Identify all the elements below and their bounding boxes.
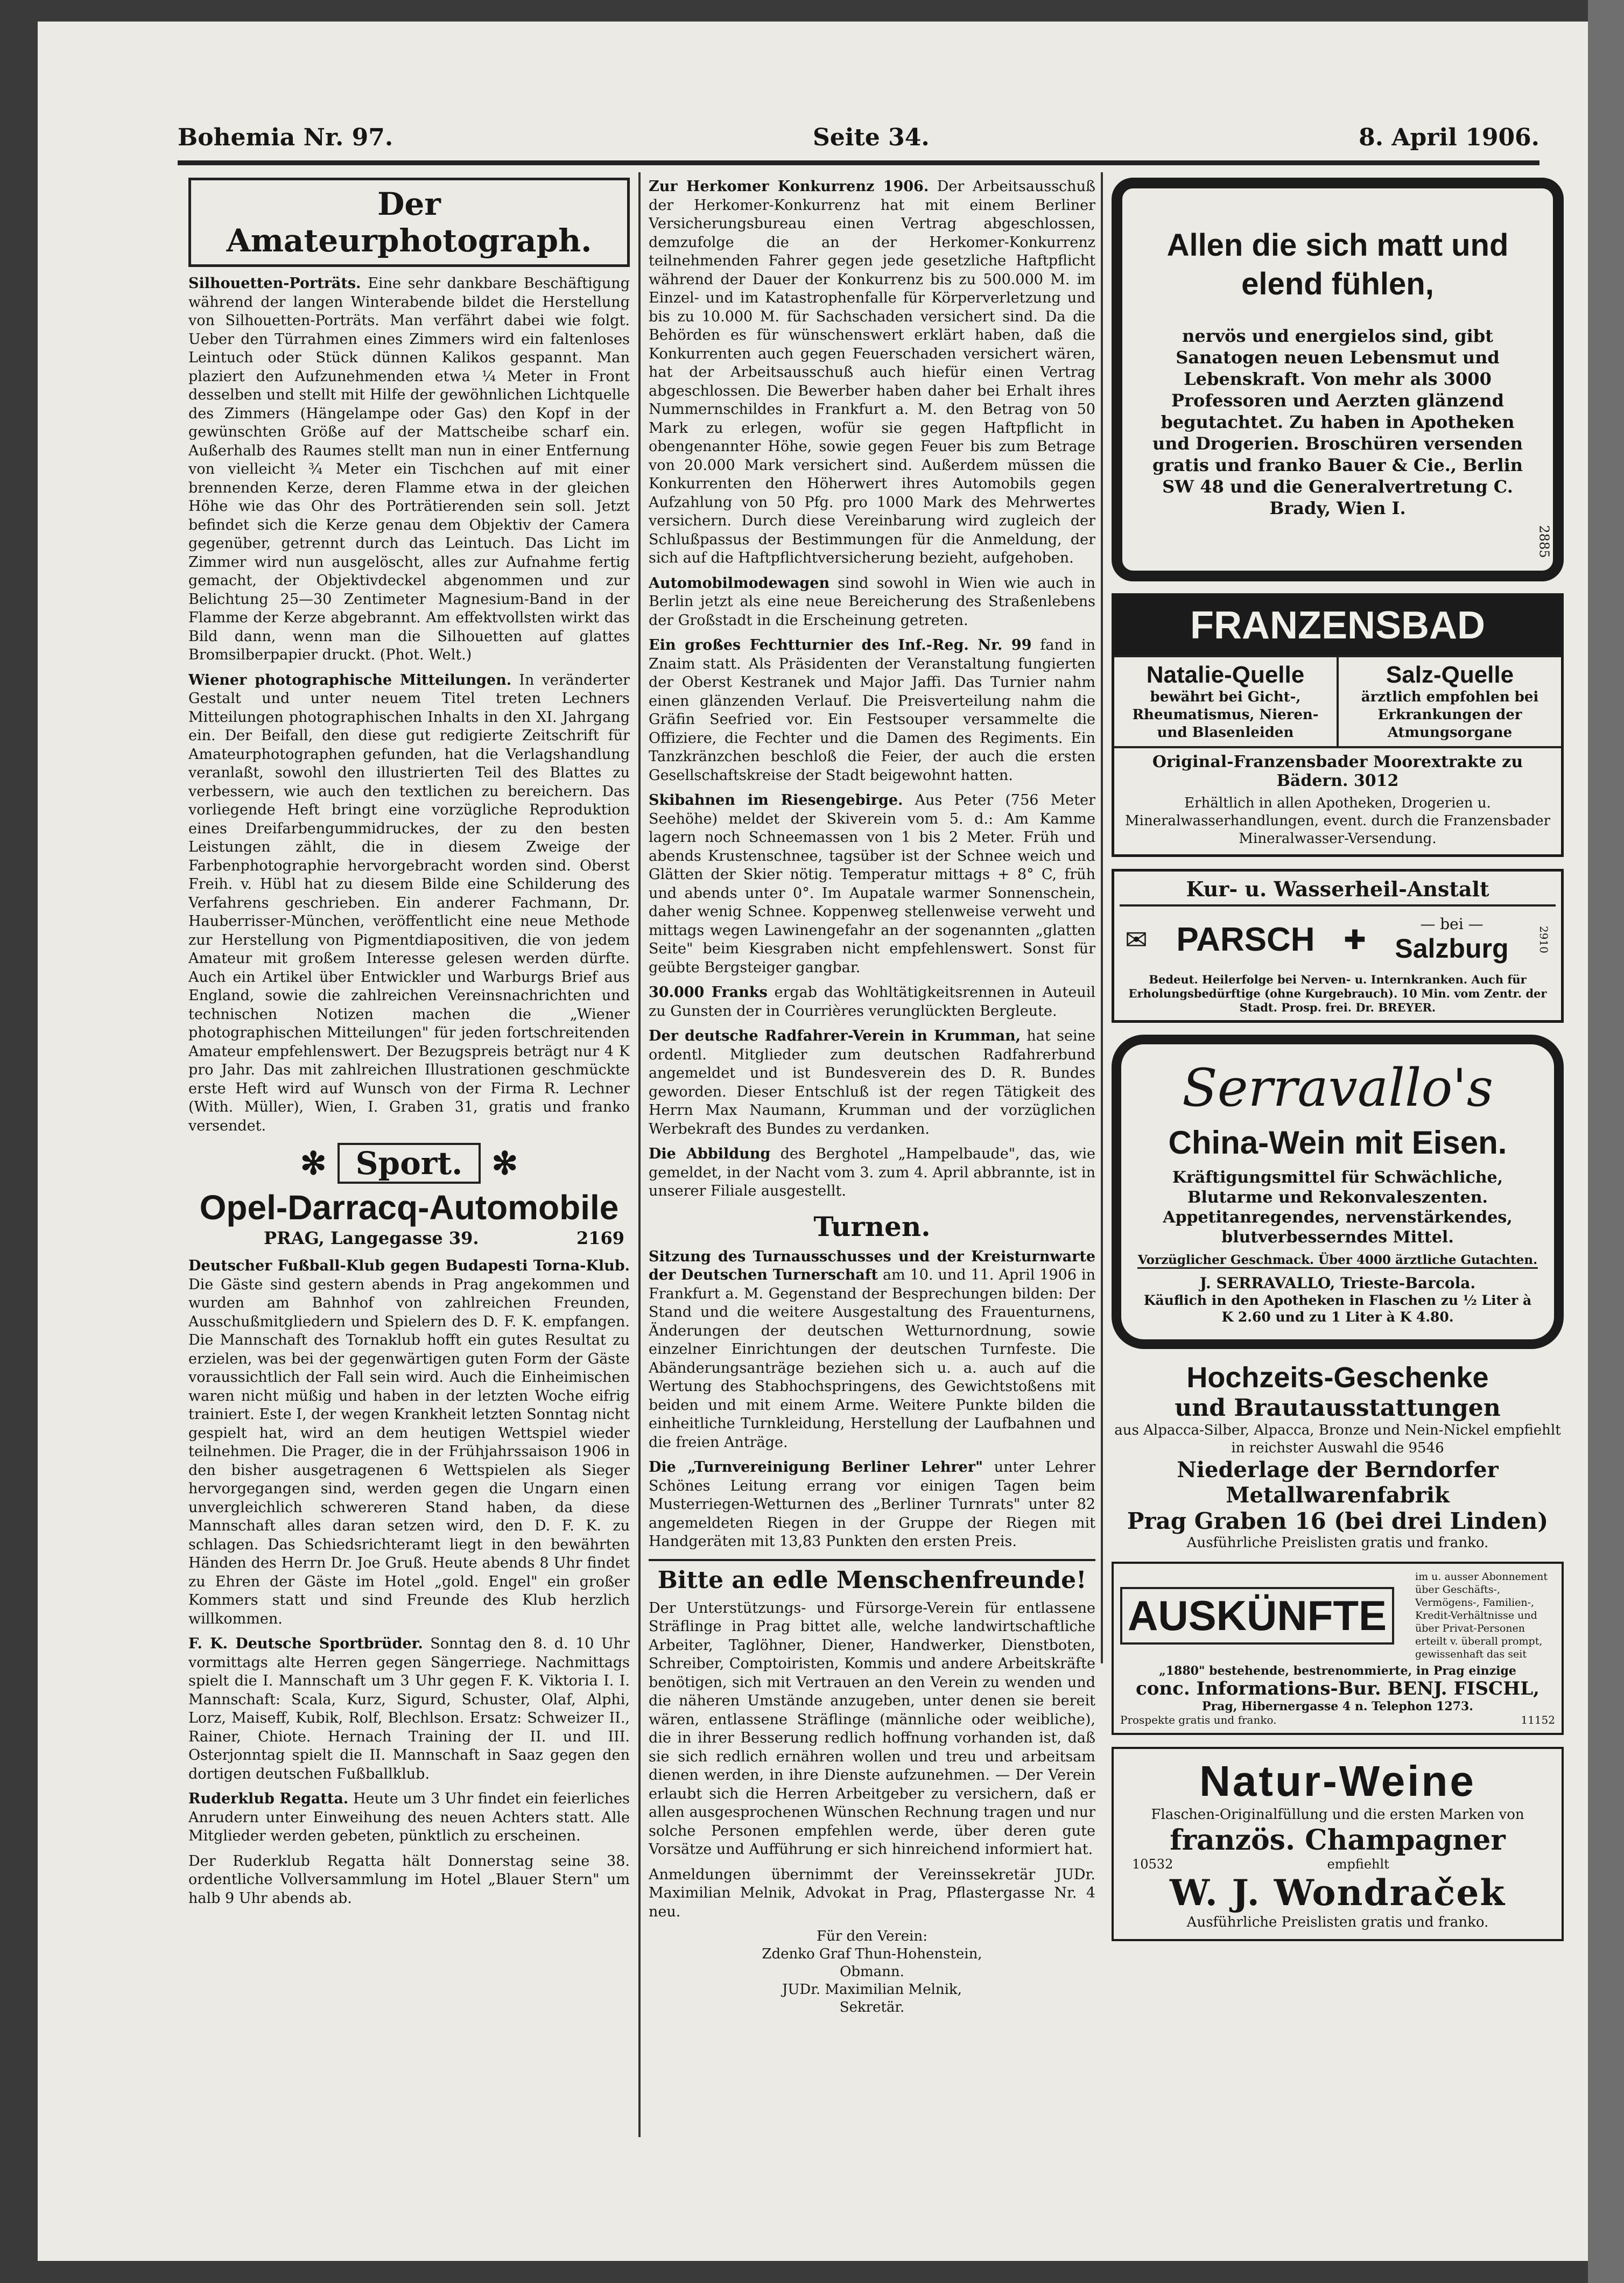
ad-parsch-salzburg: Salzburg: [1395, 933, 1509, 964]
ad-parsch-bei: — bei —: [1420, 915, 1484, 933]
ad-berndorf-firm: Niederlage der Berndorfer Metallwarenfabrik: [1177, 1457, 1499, 1508]
ad-franzensbad-natalie: [1114, 657, 1337, 746]
column-divider-1: [638, 172, 641, 2137]
ad-opel-number: 2169: [576, 1228, 624, 1248]
ad-sanatogen: [1112, 178, 1564, 581]
ad-auskuenfte-address: Prag, Hibernergasse 4 n. Telephon 1273.: [1202, 1699, 1473, 1713]
article-ruderklub-versammlung: Der Ruderklub Regatta hält Donnerstag seine 38. ordentliche Vollversammlung im Hotel „Blauer Stern" um halb 9 Uhr abends ab.: [188, 1852, 630, 1907]
header-date: 8. April 1906.: [1359, 124, 1539, 151]
section-heading-turnen: Turnen.: [813, 1210, 931, 1242]
ad-franzensbad-moor-row: [1114, 746, 1561, 795]
ad-auskuenfte-title: AUSKÜNFTE: [1120, 1587, 1394, 1645]
ad-berndorf-number: 9546: [1408, 1440, 1444, 1456]
article-skibahnen: [649, 791, 1095, 977]
ad-auskuenfte-foot-row: [1120, 1713, 1555, 1726]
ad-auskuenfte-firm: conc. Informations-Bur. BENJ. FISCHL,: [1136, 1678, 1539, 1699]
ad-opel-address: PRAG, Langegasse 39.: [264, 1228, 479, 1248]
ad-auskuenfte-line: „1880" bestehende, bestrenommierte, in Prag einzige: [1159, 1664, 1516, 1678]
column-2: [649, 178, 1095, 2186]
ad-franzensbad-text: Erhältlich in allen Apotheken, Drogerien u. Mineralwasserhandlungen, event. durch die Franzensbader Mineralwasser-Versendung.: [1125, 795, 1550, 847]
article-fussball: [188, 1257, 630, 1628]
ad-serravallo-text: Kräftigungsmittel für Schwächliche, Blutarme und Rekonvaleszenten. Appetitanregendes, nervenstärkendes, blutverbesserndes Mittel.: [1163, 1168, 1513, 1247]
ad-serravallo-brand: Serravallo's: [1182, 1058, 1493, 1118]
ad-parsch-row: [1120, 907, 1556, 973]
article-fechtturnier: [649, 636, 1095, 785]
article-body: fand in Znaim statt. Als Präsidenten der Veranstaltung fungierten der Oberst Kestranek und Major Jaffi. Das Turnier nahm einen glänzenden Verlauf. Die Preisverteilung nahm die Gräfin Seefried vor. Ein Festsouper versammelte die Offiziere, die Fechter und die Damen des Regiments. Ein Tanzkränzchen beschloß die Feier, der auch die ersten Gesellschaftskreise der Stadt beigewohnt hatten.: [649, 637, 1095, 784]
ad-berndorf-title: Hochzeits-Geschenke: [1186, 1361, 1489, 1394]
column-divider-2: [1101, 172, 1103, 1663]
article-title: Ruderklub Regatta.: [188, 1790, 349, 1807]
appeal-registration: Anmeldungen übernimmt der Vereinssekretär JUDr. Maximilian Melnik, Advokat in Prag, Pflastergasse Nr. 4 neu.: [649, 1866, 1095, 1920]
cross-icon: ✚: [1344, 924, 1366, 956]
ad-berndorf-text: aus Alpacca-Silber, Alpacca, Bronze und Nein-Nickel empfiehlt in reichster Auswahl die: [1114, 1422, 1561, 1456]
ad-franzensbad-number: 3012: [1353, 771, 1399, 790]
ad-naturweine-text: Flaschen-Originalfüllung und die ersten Marken von: [1151, 1807, 1524, 1823]
article-title: Deutscher Fußball-Klub gegen Budapesti Torna-Klub.: [188, 1258, 630, 1274]
article-body: des Berghotel „Hampelbaude", das, wie gemeldet, in der Nacht vom 3. zum 4. April abbrannte, ist in unserer Filiale ausgestellt.: [649, 1146, 1095, 1199]
ad-natalie-text: bewährt bei Gicht-, Rheumatismus, Nieren- und Blasenleiden: [1132, 689, 1319, 741]
header-page-number: Seite 34.: [813, 124, 930, 151]
ad-salz-text: ärztlich empfohlen bei Erkrankungen der Atmungsorgane: [1361, 689, 1539, 741]
section-heading-sport: ✻ Sport. ✻: [188, 1145, 630, 1182]
ad-parsch: [1112, 869, 1564, 1023]
ad-parsch-number: 2910: [1537, 926, 1550, 953]
ad-franzensbad-salz: [1337, 657, 1561, 746]
ad-naturweine-number: 10532: [1132, 1857, 1173, 1872]
ad-franzensbad-title: FRANZENSBAD: [1114, 596, 1561, 655]
appeal-signature-1: Zdenko Graf Thun-Hohenstein,: [762, 1946, 982, 1962]
article-body: Eine sehr dankbare Beschäftigung während der langen Winterabende bildet die Herstellung von Silhouetten-Porträts. Man verfährt dabei wie folgt. Ueber den Türrahmen eines Zimmers wird ein faltenloses Leintuch oder Stück dünnen Kalikos gespannt. Man plaziert den Aufzunehmenden etwa ¼ Meter in Front desselben und stellt mit Hilfe der gewöhnlichen Lichtquelle des Zimmers (Hängelampe oder Gas) den Kopf in der gewünschten Größe auf der Mattscheibe scharf ein. Außerhalb des Raumes stellt man nun in einer Entfernung von vielleicht ¾ Meter ein Tischchen auf mit einer brennenden Kerze, deren Flamme etwa in der gleichen Höhe wie das Ohr des Porträtierenden sein soll. Jetzt befindet sich die Kerze genau dem Objektiv der Camera gegenüber, getrennt durch das Leintuch. Das Licht im Zimmer wird nun ausgelöscht, alles zur Aufnahme fertig gemacht, der Objektivdeckel abgenommen und zur Belichtung 25—30 Zentimeter Magnesium-Band in der Flamme der Kerze abgebrannt. Am effektvollsten wirkt das Bild dann, wenn man die Silhouetten auf glattes Bromsilberpapier druckt. (Phot. Welt.): [188, 275, 630, 663]
article-turnausschuss: [649, 1248, 1095, 1452]
appeal-signature-2-role: Sekretär.: [839, 1999, 905, 2015]
article-title: Skibahnen im Riesengebirge.: [649, 792, 903, 809]
article-body: am 10. und 11. April 1906 in Frankfurt a. M. Gegenstand der Besprechungen bilden: Der Stand und die weitere Ausgestaltung des Frauenturnens, Änderungen der deutschen Wetturnordnung, sowie einzelner Einrichtungen der deutschen Turnfeste. Die Abänderungsanträge beziehen sich u. a. auch auf die Wertung des Stabhochspringens, des Gewichtstoßens mit beiden und mit einem Arme. Weitere Punkte bilden die einheitliche Turnkleidung, Herstellung der Laufbahnen und die freien Anträge.: [649, 1267, 1095, 1451]
article-franks: [649, 984, 1095, 1021]
article-title: Wiener photographische Mitteilungen.: [188, 671, 512, 689]
ad-sanatogen-number: 2885: [1536, 525, 1552, 558]
ad-opel-title: Opel-Darracq-Automobile: [199, 1188, 619, 1227]
appeal-heading: Bitte an edle Menschenfreunde!: [657, 1566, 1087, 1594]
appeal-signature-1-role: Obmann.: [840, 1964, 904, 1980]
article-silhouette: [188, 275, 630, 665]
ad-serravallo-small: Vorzüglicher Geschmack. Über 4000 ärztliche Gutachten.: [1137, 1253, 1538, 1269]
article-sportbrueder: [188, 1635, 630, 1783]
ad-auskuenfte: [1112, 1562, 1564, 1735]
article-body: unter Lehrer Schönes Leitung errang vor einigen Tagen beim Musterriegen-Wetturnen des „Berliner Turnrats" unter 82 angemeldeten Riegen in der Gruppe der Riegen mit Handgeräten mit 13,83 Punkten den ersten Preis.: [649, 1459, 1095, 1550]
ad-naturweine-foot: Ausführliche Preislisten gratis und franko.: [1186, 1914, 1489, 1930]
ad-auskuenfte-number: 11152: [1521, 1713, 1555, 1726]
article-radfahrer: [649, 1027, 1095, 1139]
article-title: Zur Herkomer Konkurrenz 1906.: [649, 178, 929, 195]
article-title: Ein großes Fechtturnier des Inf.-Reg. Nr. 99: [649, 637, 1032, 654]
appeal-body: Der Unterstützungs- und Fürsorge-Verein für entlassene Sträflinge in Prag bittet alle, welche landwirtschaftliche Arbeiter, Taglöhner, Diener, Handwerker, Dienstboten, Schreiber, Comptoiristen, Kommis und andere Arbeitskräfte benötigen, sich mit Vertrauen an den Verein zu wenden und die näheren Umstände anzugeben, unter denen sie bereit wären, entlassene Sträflinge (männliche oder weibliche), die in ihrer Besserung redlich hoffnung vorhanden ist, daß sie sich redlich ernähren wollen und treu und arbeitsam dienen werden, in ihre Dienste aufzunehmen. — Der Verein erlaubt sich die Herren Arbeitgeber zu versichern, daß er allen ausgesprochenen Wünschen Rechnung tragen und nur solche Personen empfehlen werde, über deren gute Vorsätze und Aufführung er sich hinreichend informiert hat.: [649, 1599, 1095, 1858]
article-body: In veränderter Gestalt und unter neuem Titel treten Lechners Mitteilungen photographischen Inhalts in den XI. Jahrgang ein. Der Beifall, den diese gut redigierte Zeitschrift für Amateurphotographen gefunden, hat die Verlagshandlung veranlaßt, sowohl den illustrierten Teil des Blattes zu verbessern, wie auch den textlichen zu bereichern. Das vorliegende Heft bringt eine vorzügliche Reproduktion eines Dreifarbengummidruckes, der zu den besten Leistungen zählt, die in diesem Zweige der Farbenphotographie hervorgebracht worden sind. Oberst Freih. v. Hübl hat zu diesem Bilde eine Schilderung des Verfahrens geschrieben. Ein anderer Fachmann, Dr. Hauberrisser-München, veröffentlicht eine neue Methode zur Herstellung von Pigmentdiapositiven, die von jedem Amateur mit großem Interesse gelesen werden dürfte. Auch ein Artikel über Entwickler und Warburgs Brief aus England, sowie die zahlreichen Vereinsnachrichten und technischen Notizen machen die „Wiener photographischen Mitteilungen" für jeden fortschreitenden Amateur empfehlenswert. Der Bezugspreis beträgt nur 4 K pro Jahr. Das mit zahlreichen Illustrationen geschmückte erste Heft wird auf Wunsch von der Firma R. Lechner (With. Müller), Wien, I. Graben 31, gratis und franko versendet.: [188, 671, 630, 1134]
ad-serravallo-title: China-Wein mit Eisen.: [1168, 1125, 1507, 1161]
envelope-icon: ✉: [1125, 924, 1148, 956]
appeal-signature-2: JUDr. Maximilian Melnik,: [782, 1982, 962, 1998]
article-title: Automobilmodewagen: [649, 574, 830, 592]
article-title: Der deutsche Radfahrer-Verein in Krumman,: [649, 1028, 1021, 1044]
ad-sanatogen-title: Allen die sich matt und elend fühlen,: [1166, 228, 1509, 301]
article-automobilmode: [649, 574, 1095, 630]
ad-naturweine-empfiehlt: empfiehlt: [1327, 1857, 1389, 1872]
ad-naturweine-row: [1121, 1857, 1554, 1872]
ad-auskuenfte-foot: Prospekte gratis und franko.: [1120, 1713, 1277, 1726]
article-body: sind sowohl in Wien wie auch in Berlin jetzt als eine neue Bereicherung des Straßenlebens der Großstadt in die Erscheinung getreten.: [649, 574, 1095, 629]
ad-sanatogen-text: nervös und energielos sind, gibt Sanatogen neuen Lebensmut und Lebenskraft. Von mehr als 3000 Professoren und Aerzten glänzend begutachtet. Zu haben in Apotheken und Drogerien. Broschüren versenden gratis und franko Bauer & Cie., Berlin SW 48 und die Generalvertretung C. Brady, Wien I.: [1152, 326, 1523, 518]
article-body: ergab das Wohltätigkeitsrennen in Auteuil zu Gunsten der in Courrières verunglückten Bergleute.: [649, 984, 1095, 1020]
scan-edge: [1588, 0, 1624, 2283]
ad-opel-address-row: [264, 1228, 624, 1248]
divider-line: [649, 1559, 1095, 1561]
section-heading-amateurphotograph: Der Amateurphotograph.: [188, 178, 630, 267]
ad-naturweine-sub: französ. Champagner: [1170, 1824, 1506, 1857]
ad-berndorf-address: Prag Graben 16 (bei drei Linden): [1127, 1508, 1549, 1534]
ad-franzensbad: [1112, 593, 1564, 857]
ad-berndorf: [1112, 1361, 1564, 1552]
article-body: Heute um 3 Uhr findet ein feierliches Anrudern unter Einweihung des neuen Achters statt. Alle Mitglieder werden gebeten, pünktlich zu erscheinen.: [188, 1790, 630, 1844]
ad-parsch-name: PARSCH: [1176, 921, 1315, 958]
sport-heading-text: Sport.: [338, 1143, 481, 1184]
appeal-signature-for: Für den Verein:: [817, 1928, 927, 1944]
ad-auskuenfte-top: [1120, 1570, 1555, 1661]
article-wiener-mitteilungen: [188, 671, 630, 1136]
article-title: Die Abbildung: [649, 1146, 771, 1162]
ad-salz-title: Salz-Quelle: [1386, 662, 1514, 688]
ad-franzensbad-springs: [1114, 655, 1561, 746]
ad-serravallo-price: Käuflich in den Apotheken in Flaschen zu ½ Liter à K 2.60 und zu 1 Liter à K 4.80.: [1143, 1292, 1532, 1325]
header-paper-name: Bohemia Nr. 97.: [178, 124, 393, 151]
article-body: Der Arbeitsausschuß der Herkomer-Konkurrenz hat mit einem Berliner Versicherungsbureau einen Vertrag abgeschlossen, demzufolge die an der Herkomer-Konkurrenz teilnehmenden Fahrer gegen jede gesetzliche Haftpflicht während der Dauer der Konkurrenz bis zu 500.000 M. im Einzel- und im Katastrophenfalle für Körperverletzung und bis zu 10.000 M. für Sachschaden versichert sind. Da die Behörden es für wünschenswert erklärt haben, daß die Konkurrenten auch gegen Feuerschaden versichert wären, hat der Arbeitsausschuß auch hiefür einen Vertrag abgeschlossen. Die Bewerber haben daher bei Erhalt ihres Nummernschildes in Frankfurt a. M. den Betrag von 50 Mark zu erlegen, wofür sie gegen Haftpflicht in obengenannter Höhe, sowie gegen Feuer bis zum Betrage von 20.000 Mark versichert sind. Außerdem müssen die Konkurrenten den Höherwert ihres Automobils gegen Aufzahlung von 50 Pfg. pro 1000 Mark des Mehrwertes versichern. Durch diese Vereinbarung wird zugleich der Schlußpassus der Bestimmungen für die Anmeldung, der sich auf die Haftpflichtversicherung bezieht, aufgehoben.: [649, 178, 1095, 566]
article-body: Sonntag den 8. d. 10 Uhr vormittags alte Herren gegen Sängerriege. Nachmittags spielt die I. Mannschaft um 3 Uhr gegen F. K. Viktoria I. I. Mannschaft: Scala, Kurz, Sigurd, Schuster, Olaf, Alphi, Lorz, Maiseff, Kubik, Rolf, Blechlson. Ersatz: Schweizer II., Rainer, Chiote. Hernach Training der II. und III. Osterjonntag spielt die II. Mannschaft in Saaz gegen den dortigen deutschen Fußballklub.: [188, 1635, 630, 1782]
ad-berndorf-sub: und Brautausstattungen: [1175, 1394, 1501, 1422]
article-title: 30.000 Franks: [649, 984, 768, 1001]
article-title: F. K. Deutsche Sportbrüder.: [188, 1635, 423, 1652]
ad-natalie-title: Natalie-Quelle: [1146, 662, 1305, 688]
column-3-ads: [1112, 178, 1564, 2186]
ad-parsch-title: Kur- u. Wasserheil-Anstalt: [1120, 877, 1556, 907]
article-body: Die Gäste sind gestern abends in Prag angekommen und wurden am Bahnhof von zahlreichen Freunden, Ausschußmitgliedern und Spielern des D. F. K. empfangen. Die Mannschaft des Tornaklub hofft ein gutes Resultat zu erzielen, was bei der gegenwärtigen guten Form der Gäste voraussichtlich der Fall sein wird. Auch die Einheimischen waren nicht müßig und haben in der letzten Woche eifrig trainiert. Este I, der wegen Krankheit letzten Sonntag nicht gespielt hat, wird an dem heutigen Wettspiel wieder teilnehmen. Die Prager, die in der Frühjahrssaison 1906 in den bisher ausgetragenen 6 Wettspielen als Sieger hervorgegangen sind, werden gegen die Ungarn einen unvergleichlich schwereren Stand haben, da diese Mannschaft alles daran setzen wird, den D. F. K. zu schlagen. Das Schiedsrichteramt liegt in den bewährten Händen des Herrn Dr. Joe Gruß. Heute abends 8 Uhr findet zu Ehren der Gäste im Hotel „gold. Engel" ein großer Kommers statt und sind Freunde des Klub herzlich willkommen.: [188, 1276, 630, 1627]
ad-berndorf-text-row: [1112, 1422, 1564, 1457]
ad-naturweine-firm: W. J. Wondraček: [1169, 1872, 1506, 1914]
ad-serravallo-firm: J. SERRAVALLO, Trieste-Barcola.: [1199, 1274, 1476, 1292]
column-1: [188, 178, 630, 2186]
ad-parsch-text: Bedeut. Heilerfolge bei Nerven- u. Internkranken. Auch für Erholungsbedürftige (ohne Kurgebrauch). 10 Min. vom Zentr. der Stadt. Prosp. frei. Dr. BREYER.: [1128, 973, 1547, 1014]
article-herkomer: [649, 178, 1095, 568]
article-turnvereinigung: [649, 1458, 1095, 1551]
article-abbildung: [649, 1145, 1095, 1201]
article-title: Sitzung des Turnausschusses und der Kreisturnwarte der Deutschen Turnerschaft: [649, 1248, 1095, 1283]
article-ruderklub: [188, 1790, 630, 1846]
page-header: [178, 124, 1539, 161]
ad-naturweine-title: Natur-Weine: [1199, 1757, 1476, 1805]
ad-auskuenfte-side: im u. ausser Abonnement über Geschäfts-, Vermögens-, Familien-, Kredit-Verhältnisse und über Privat-Personen erteilt v. überall prompt, gewissenhaft das seit: [1415, 1571, 1548, 1660]
article-body: Aus Peter (756 Meter Seehöhe) meldet der Skiverein vom 5. d.: Am Kamme lagern noch Schneemassen von 1 bis 2 Meter. Früh und abends Krustenschnee, tagsüber ist der Schnee weich und Glätten der Skier nötig. Temperatur mittags + 8° C, früh und abends unter 0°. Im Aupatale warmer Sonnenschein, daher wenig Schnee. Koppenweg stellenweise verweht und mittags wegen Lawinengefahr an der sogenannten „glatten Seite" beim Kiesgraben nicht empfehlenswert. Sonst für geübte Bergsteiger gangbar.: [649, 792, 1095, 976]
ad-serravallo: [1112, 1035, 1564, 1349]
ad-naturweine: [1112, 1747, 1564, 1941]
article-title: Silhouetten-Porträts.: [188, 275, 361, 292]
ad-berndorf-foot: Ausführliche Preislisten gratis und franko.: [1186, 1535, 1489, 1551]
article-body: hat seine ordentl. Mitglieder zum deutschen Radfahrerbund angemeldet und ist Bundesverein des D. R. Bundes geworden. Dieser Entschluß ist der regen Tätigkeit des Herrn Max Naumann, Krumman und der vorzüglichen Werbekraft des Bundes zu verdanken.: [649, 1028, 1095, 1137]
ad-franzensbad-moor: Original-Franzensbader Moorextrakte zu Bädern.: [1152, 753, 1523, 790]
ad-parsch-place: [1395, 915, 1508, 964]
article-title: Die „Turnvereinigung Berliner Lehrer": [649, 1459, 983, 1476]
header-rule: [178, 160, 1539, 165]
